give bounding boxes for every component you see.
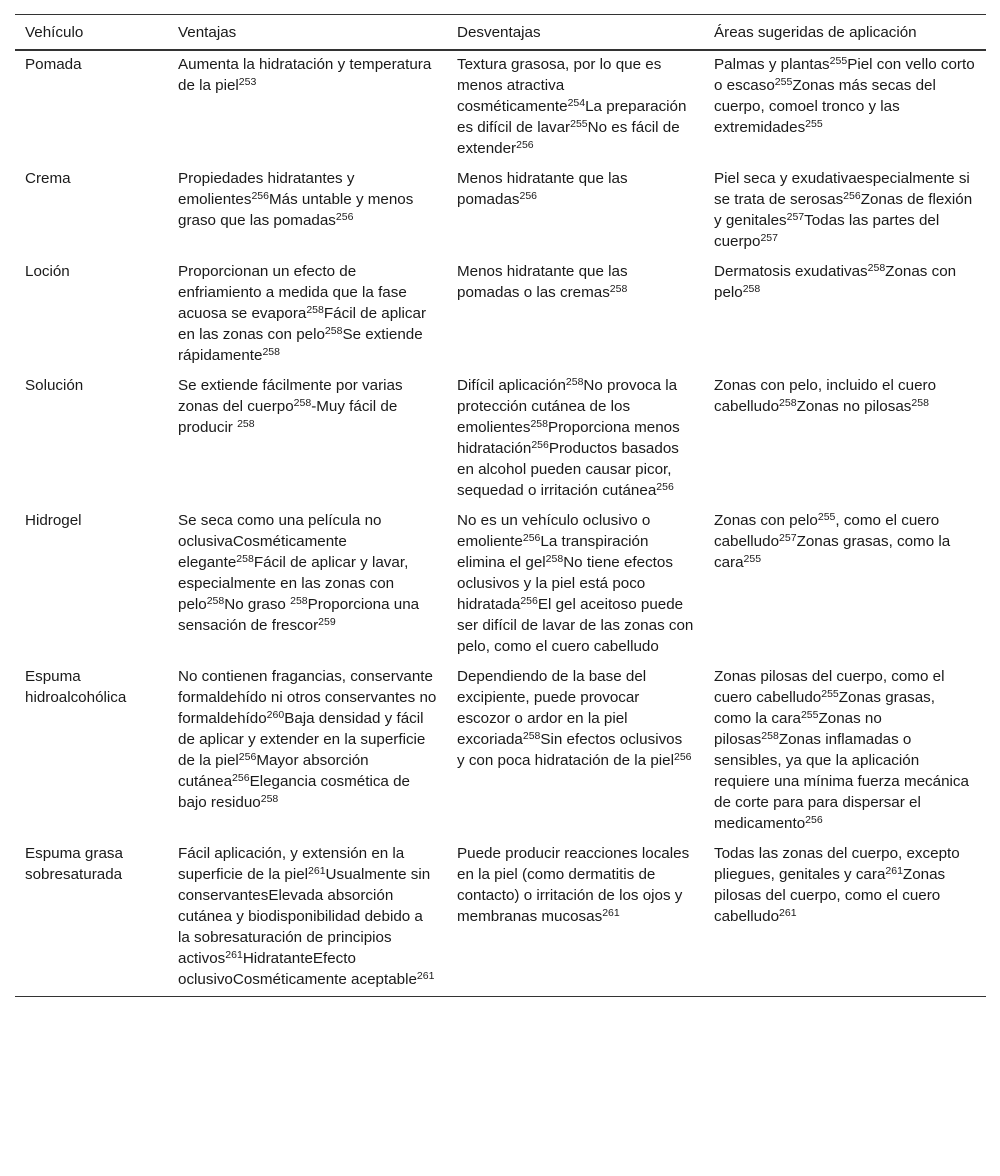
cell-text: Todas las zonas del cuerpo, excepto pliegues, genitales y cara	[714, 845, 960, 883]
reference-number: 261	[602, 907, 620, 919]
cell-text: Zonas más secas del cuerpo, comoel tronco y las extremidades	[714, 77, 936, 136]
reference-number: 256	[522, 532, 541, 544]
cell-text: Puede producir reacciones locales en la piel (como dermatitis de contacto) o irritación de los ojos y membranas mucosas	[457, 845, 690, 925]
cell-text: Zonas con pelo	[714, 263, 957, 301]
cell-text: Palmas y plantas	[714, 56, 830, 73]
cell-vehiculo	[15, 258, 168, 372]
table-row	[15, 507, 986, 663]
cell-areas	[704, 840, 986, 997]
cell-text: Productos basados en alcohol pueden causar picor, sequedad o irritación cutánea	[457, 440, 679, 499]
reference-number: 258	[237, 418, 255, 430]
reference-number: 258	[262, 346, 280, 358]
cell-text: Mayor absorción cutánea	[178, 752, 369, 790]
reference-number: 256	[232, 772, 250, 784]
table-row	[15, 258, 986, 372]
reference-number: 256	[238, 751, 257, 763]
reference-number: 258	[290, 595, 308, 607]
reference-number: 258	[324, 325, 343, 337]
reference-number: 256	[531, 439, 549, 451]
cell-areas	[704, 663, 986, 840]
cell-vehiculo	[15, 663, 168, 840]
cell-desventajas	[447, 663, 704, 840]
table-row	[15, 50, 986, 165]
cell-text: Propiedades hidratantes y emolientes	[178, 170, 355, 208]
reference-number: 261	[885, 865, 903, 877]
reference-number: 254	[567, 97, 586, 109]
cell-text: No graso	[224, 596, 291, 613]
cell-text: Pomada	[25, 56, 82, 73]
cell-vehiculo	[15, 165, 168, 258]
cell-ventajas	[168, 663, 447, 840]
reference-number: 258	[779, 397, 797, 409]
cell-vehiculo	[15, 372, 168, 507]
reference-number: 256	[674, 751, 692, 763]
cell-text: Fácil aplicación, y extensión en la superficie de la piel	[178, 845, 405, 883]
cell-text: Loción	[25, 263, 70, 280]
cell-text: Baja densidad y fácil de aplicar y extender en la superficie de la piel	[178, 710, 426, 769]
reference-number: 255	[743, 553, 762, 565]
cell-text: Sin efectos oclusivos y con poca hidratación de la piel	[457, 731, 683, 769]
table-row	[15, 840, 986, 997]
reference-number: 256	[805, 814, 823, 826]
reference-number: 256	[656, 481, 674, 493]
cell-text: -Muy fácil de producir	[178, 398, 398, 436]
cell-text: No provoca la protección cutánea de los emolientes	[457, 377, 678, 436]
cell-text: Zonas inflamadas o sensibles, ya que la aplicación requiere una mínima fuerza mecánica de corte para para dispersar el medicamento	[714, 731, 969, 832]
reference-number: 261	[779, 907, 797, 919]
cell-text: Proporciona menos hidratación	[457, 419, 680, 457]
cell-ventajas	[168, 372, 447, 507]
cell-ventajas	[168, 840, 447, 997]
cell-vehiculo	[15, 507, 168, 663]
cell-text: Proporcionan un efecto de enfriamiento a medida que la fase acuosa se evapora	[178, 263, 407, 322]
cell-text: La transpiración elimina el gel	[457, 533, 649, 571]
cell-text: No contienen fragancias, conservante formaldehído ni otros conservantes no formaldehído	[178, 668, 437, 727]
cell-text: Zonas pilosas del cuerpo, como el cuero cabelludo	[714, 866, 946, 925]
reference-number: 256	[251, 190, 269, 202]
cell-text: Zonas grasas, como la cara	[714, 533, 951, 571]
table-row	[15, 663, 986, 840]
reference-number: 258	[206, 595, 225, 607]
cell-vehiculo	[15, 50, 168, 165]
cell-desventajas	[447, 258, 704, 372]
cell-text: Difícil aplicación	[457, 377, 566, 394]
cell-areas	[704, 165, 986, 258]
header-row	[15, 15, 986, 51]
cell-text: Solución	[25, 377, 84, 394]
cell-desventajas	[447, 50, 704, 165]
cell-text: No es fácil de extender	[457, 119, 680, 157]
reference-number: 258	[761, 730, 779, 742]
reference-number: 255	[805, 118, 823, 130]
reference-number: 258	[742, 283, 761, 295]
cell-text: Se seca como una película no oclusivaCosméticamente elegante	[178, 512, 382, 571]
cell-areas	[704, 507, 986, 663]
cell-text: Hidrogel	[25, 512, 82, 529]
reference-number: 261	[308, 865, 326, 877]
reference-number: 253	[238, 76, 257, 88]
cell-text: No es un vehículo oclusivo o emoliente	[457, 512, 651, 550]
reference-number: 255	[817, 511, 836, 523]
reference-number: 256	[520, 595, 538, 607]
reference-number: 258	[306, 304, 324, 316]
cell-text: Dermatosis exudativas	[714, 263, 868, 280]
reference-number: 258	[867, 262, 886, 274]
cell-text: HidratanteEfecto oclusivoCosméticamente aceptable	[178, 950, 417, 988]
cell-areas	[704, 258, 986, 372]
cell-text: Zonas pilosas del cuerpo, como el cuero cabelludo	[714, 668, 945, 706]
cell-text: Zonas grasas, como la cara	[714, 689, 936, 727]
cell-text: Zonas con pelo	[714, 512, 818, 529]
reference-number: 258	[530, 418, 548, 430]
cell-desventajas	[447, 165, 704, 258]
reference-number: 255	[821, 688, 839, 700]
cell-text: No tiene efectos oclusivos y la piel está poco hidratada	[457, 554, 673, 613]
cell-text: Dependiendo de la base del excipiente, puede provocar escozor o ardor en la piel excoriada	[457, 668, 647, 748]
reference-number: 258	[545, 553, 564, 565]
cell-text: Zonas no pilosas	[714, 710, 882, 748]
table-row	[15, 372, 986, 507]
cell-ventajas	[168, 258, 447, 372]
cell-text: Se extiende rápidamente	[178, 326, 423, 364]
reference-number: 255	[829, 55, 848, 67]
reference-number: 258	[260, 793, 279, 805]
cell-text: Menos hidratante que las pomadas o las cremas	[457, 263, 628, 301]
cell-text: Crema	[25, 170, 71, 187]
cell-desventajas	[447, 840, 704, 997]
header-ventajas: Ventajas	[168, 15, 447, 51]
cell-text: , como el cuero cabelludo	[714, 512, 940, 550]
cell-text: Espuma hidroalcohólica	[25, 668, 127, 706]
reference-number: 256	[843, 190, 861, 202]
cell-text: Espuma grasa sobresaturada	[25, 845, 123, 883]
reference-number: 260	[266, 709, 285, 721]
reference-number: 257	[779, 532, 797, 544]
reference-number: 261	[416, 970, 435, 982]
cell-text: Zonas con pelo, incluido el cuero cabelludo	[714, 377, 937, 415]
cell-text: Aumenta la hidratación y temperatura de la piel	[178, 56, 432, 94]
cell-ventajas	[168, 50, 447, 165]
reference-number: 256	[516, 139, 534, 151]
table-body	[15, 50, 986, 997]
cell-text: Proporciona una sensación de frescor	[178, 596, 420, 634]
reference-number: 258	[293, 397, 312, 409]
cell-desventajas	[447, 507, 704, 663]
cell-vehiculo	[15, 840, 168, 997]
cell-text: Fácil de aplicar y lavar, especialmente en las zonas con pelo	[178, 554, 409, 613]
reference-number: 258	[522, 730, 541, 742]
cell-text: Elegancia cosmética de bajo residuo	[178, 773, 410, 811]
cell-text: Fácil de aplicar en las zonas con pelo	[178, 305, 427, 343]
cell-areas	[704, 50, 986, 165]
reference-number: 257	[786, 211, 805, 223]
header-vehiculo: Vehículo	[15, 15, 168, 51]
table-row	[15, 165, 986, 258]
cell-text: Zonas de flexión y genitales	[714, 191, 973, 229]
cell-text: Se extiende fácilmente por varias zonas del cuerpo	[178, 377, 403, 415]
cell-text: Usualmente sin conservantesElevada absorción cutánea y biodisponibilidad debido a la sobresaturación de principios activos	[178, 866, 431, 967]
cell-text: La preparación es difícil de lavar	[457, 98, 687, 136]
reference-number: 257	[760, 232, 778, 244]
cell-ventajas	[168, 507, 447, 663]
cell-text: Todas las partes del cuerpo	[714, 212, 940, 250]
reference-number: 255	[774, 76, 793, 88]
header-areas: Áreas sugeridas de aplicación	[704, 15, 986, 51]
reference-number: 258	[911, 397, 929, 409]
cell-text: Textura grasosa, por lo que es menos atractiva cosméticamente	[457, 56, 662, 115]
reference-number: 256	[335, 211, 354, 223]
reference-number: 258	[236, 553, 254, 565]
cell-text: El gel aceitoso puede ser difícil de lavar de las zonas con pelo, como el cuero cabelludo	[457, 596, 694, 655]
reference-number: 261	[225, 949, 243, 961]
reference-number: 256	[519, 190, 538, 202]
header-desventajas: Desventajas	[447, 15, 704, 51]
cell-text: Piel seca y exudativaespecialmente si se trata de serosas	[714, 170, 970, 208]
reference-number: 258	[609, 283, 628, 295]
cell-areas	[704, 372, 986, 507]
vehicle-comparison-table	[15, 14, 986, 997]
cell-desventajas	[447, 372, 704, 507]
cell-text: Más untable y menos graso que las pomadas	[178, 191, 414, 229]
reference-number: 255	[570, 118, 588, 130]
cell-text: Zonas no pilosas	[796, 398, 912, 415]
reference-number: 258	[565, 376, 584, 388]
cell-text: Menos hidratante que las pomadas	[457, 170, 628, 208]
cell-ventajas	[168, 165, 447, 258]
reference-number: 255	[800, 709, 819, 721]
cell-text: Piel con vello corto o escaso	[714, 56, 975, 94]
reference-number: 259	[318, 616, 336, 628]
